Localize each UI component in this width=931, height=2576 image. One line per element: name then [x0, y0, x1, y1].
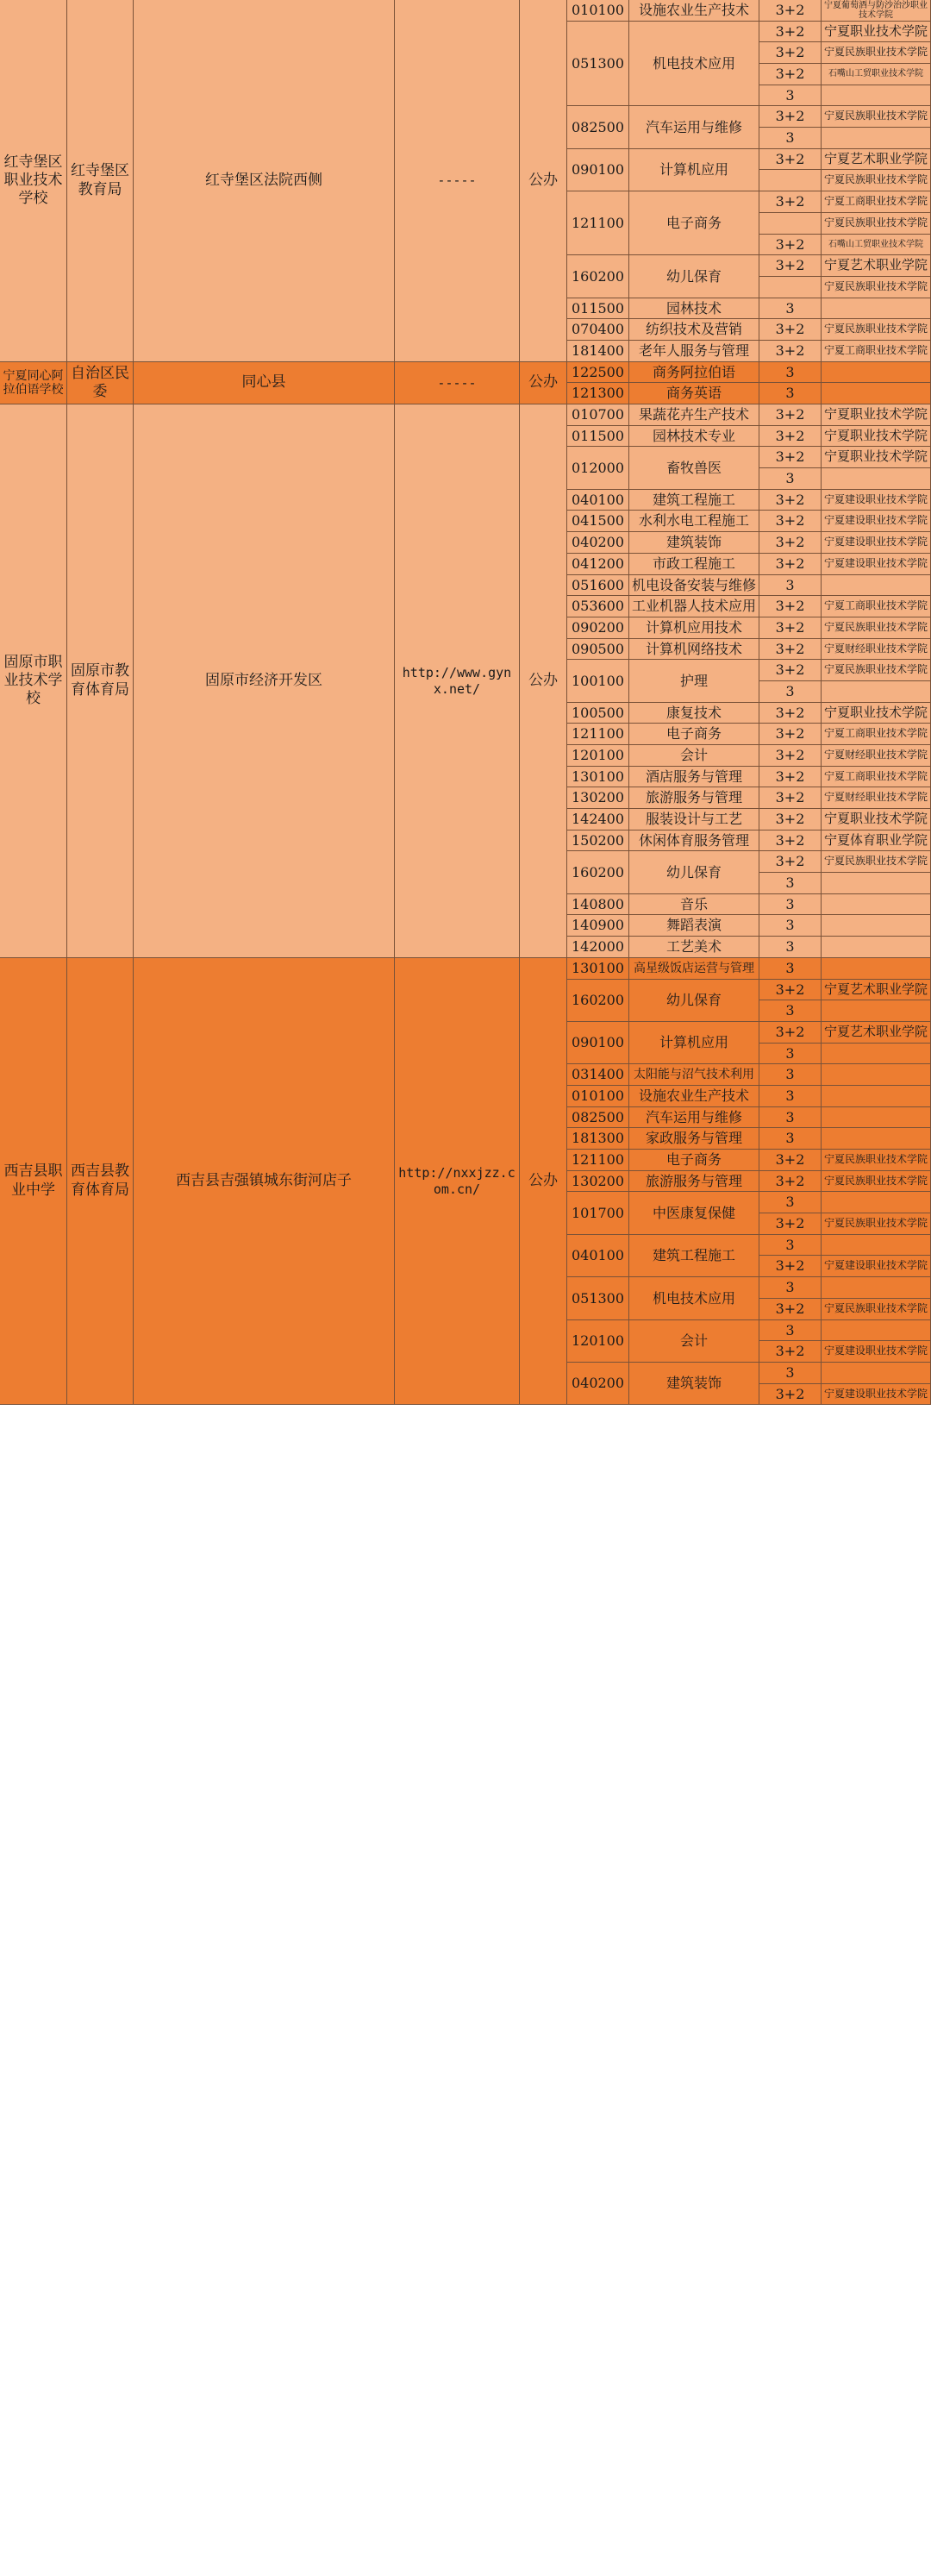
major-name: 酒店服务与管理	[629, 767, 759, 787]
major-code: 181400	[567, 341, 629, 362]
partner-college	[822, 468, 931, 490]
major-code: 160200	[567, 980, 629, 1022]
school-website: http://nxxjzz.com.cn/	[395, 958, 520, 1405]
major-name: 工业机器人技术应用	[629, 596, 759, 617]
major-name: 机电技术应用	[629, 1277, 759, 1320]
partner-college	[822, 1107, 931, 1128]
program-mode: 3	[759, 894, 822, 915]
program-mode: 3+2	[759, 341, 822, 362]
program-mode: 3+2	[759, 980, 822, 1000]
school-nature: 公办	[520, 404, 567, 958]
school-nature: 公办	[520, 958, 567, 1405]
partner-college	[822, 894, 931, 915]
partner-college: 宁夏职业技术学院	[822, 426, 931, 447]
program-mode: 3	[759, 915, 822, 937]
major-code: 140900	[567, 915, 629, 937]
major-code: 041500	[567, 511, 629, 532]
program-mode: 3	[759, 1086, 822, 1107]
major-name: 休闲体育服务管理	[629, 830, 759, 851]
major-code: 040100	[567, 1235, 629, 1277]
major-name: 电子商务	[629, 1150, 759, 1171]
program-mode: 3+2	[759, 809, 822, 830]
partner-college: 宁夏民族职业技术学院	[822, 851, 931, 873]
program-mode: 3+2	[759, 1213, 822, 1235]
major-name: 中医康复保健	[629, 1192, 759, 1235]
partner-college: 宁夏民族职业技术学院	[822, 1213, 931, 1235]
partner-college: 宁夏民族职业技术学院	[822, 42, 931, 64]
partner-college	[822, 1192, 931, 1213]
partner-college	[822, 1235, 931, 1256]
major-code: 040200	[567, 532, 629, 554]
program-mode: 3	[759, 362, 822, 383]
supervising-department: 固原市教育体育局	[67, 404, 134, 958]
partner-college	[822, 1320, 931, 1341]
program-mode: 3	[759, 1192, 822, 1213]
partner-college: 石嘴山工贸职业技术学院	[822, 64, 931, 85]
major-name: 汽车运用与维修	[629, 1107, 759, 1128]
program-mode: 3+2	[759, 1384, 822, 1405]
program-mode: 3+2	[759, 255, 822, 277]
program-mode: 3	[759, 873, 822, 894]
program-mode: 3	[759, 383, 822, 404]
partner-college	[822, 681, 931, 703]
major-name: 太阳能与沼气技术利用	[629, 1064, 759, 1086]
supervising-department: 红寺堡区教育局	[67, 0, 134, 362]
program-mode: 3	[759, 468, 822, 490]
program-mode	[759, 213, 822, 235]
major-code: 053600	[567, 596, 629, 617]
major-code: 070400	[567, 319, 629, 341]
partner-college: 宁夏建设职业技术学院	[822, 554, 931, 575]
major-name: 计算机应用	[629, 149, 759, 191]
major-name: 计算机应用技术	[629, 617, 759, 639]
major-code: 041200	[567, 554, 629, 575]
partner-college: 宁夏建设职业技术学院	[822, 532, 931, 554]
partner-college: 宁夏民族职业技术学院	[822, 319, 931, 341]
partner-college	[822, 958, 931, 980]
major-code: 121100	[567, 191, 629, 255]
program-mode: 3+2	[759, 830, 822, 851]
partner-college: 宁夏体育职业学院	[822, 830, 931, 851]
partner-college: 宁夏财经职业技术学院	[822, 787, 931, 809]
school-name: 固原市职业技术学校	[0, 404, 67, 958]
partner-college	[822, 1363, 931, 1384]
major-code: 100500	[567, 703, 629, 724]
major-name: 电子商务	[629, 191, 759, 255]
major-name: 会计	[629, 1320, 759, 1363]
partner-college	[822, 1044, 931, 1064]
major-code: 121100	[567, 1150, 629, 1171]
major-code: 101700	[567, 1192, 629, 1235]
partner-college: 宁夏职业技术学院	[822, 22, 931, 42]
major-code: 142400	[567, 809, 629, 830]
major-code: 051300	[567, 1277, 629, 1320]
major-name: 工艺美术	[629, 937, 759, 958]
partner-college: 宁夏职业技术学院	[822, 447, 931, 468]
partner-college: 石嘴山工贸职业技术学院	[822, 235, 931, 255]
major-code: 122500	[567, 362, 629, 383]
program-mode: 3	[759, 1128, 822, 1150]
partner-college	[822, 1277, 931, 1299]
partner-college	[822, 1086, 931, 1107]
major-name: 家政服务与管理	[629, 1128, 759, 1150]
program-mode: 3+2	[759, 511, 822, 532]
partner-college: 宁夏工商职业技术学院	[822, 767, 931, 787]
partner-college: 宁夏建设职业技术学院	[822, 1384, 931, 1405]
major-code: 040100	[567, 490, 629, 511]
partner-college: 宁夏工商职业技术学院	[822, 191, 931, 213]
major-code: 051600	[567, 575, 629, 596]
major-name: 园林技术	[629, 298, 759, 319]
school-address: 西吉县吉强镇城东街河店子	[134, 958, 395, 1405]
partner-college: 宁夏民族职业技术学院	[822, 170, 931, 191]
program-mode	[759, 170, 822, 191]
partner-college	[822, 128, 931, 149]
major-code: 011500	[567, 298, 629, 319]
major-code: 121300	[567, 383, 629, 404]
program-mode: 3+2	[759, 596, 822, 617]
program-mode: 3	[759, 575, 822, 596]
major-name: 高星级饭店运营与管理	[629, 958, 759, 980]
major-code: 130100	[567, 958, 629, 980]
major-name: 幼儿保育	[629, 851, 759, 894]
program-mode: 3	[759, 1064, 822, 1086]
partner-college: 宁夏葡萄酒与防沙治沙职业技术学院	[822, 0, 931, 22]
partner-college: 宁夏职业技术学院	[822, 404, 931, 426]
major-code: 040200	[567, 1363, 629, 1405]
program-mode: 3	[759, 1277, 822, 1299]
partner-college: 宁夏工商职业技术学院	[822, 341, 931, 362]
partner-college	[822, 873, 931, 894]
major-code: 140800	[567, 894, 629, 915]
partner-college: 宁夏民族职业技术学院	[822, 660, 931, 681]
program-mode: 3+2	[759, 787, 822, 809]
partner-college: 宁夏财经职业技术学院	[822, 745, 931, 767]
major-code: 150200	[567, 830, 629, 851]
partner-college: 宁夏职业技术学院	[822, 703, 931, 724]
school-name: 宁夏同心阿拉伯语学校	[0, 362, 67, 404]
partner-college	[822, 298, 931, 319]
partner-college: 宁夏建设职业技术学院	[822, 490, 931, 511]
partner-college: 宁夏艺术职业学院	[822, 255, 931, 277]
major-name: 音乐	[629, 894, 759, 915]
school-address: 红寺堡区法院西侧	[134, 0, 395, 362]
program-mode: 3+2	[759, 1150, 822, 1171]
major-code: 031400	[567, 1064, 629, 1086]
program-mode: 3	[759, 128, 822, 149]
major-code: 090100	[567, 1022, 629, 1064]
partner-college	[822, 1064, 931, 1086]
partner-college: 宁夏民族职业技术学院	[822, 106, 931, 128]
partner-college	[822, 1000, 931, 1022]
program-mode: 3+2	[759, 1341, 822, 1363]
program-mode: 3+2	[759, 745, 822, 767]
major-code: 120100	[567, 745, 629, 767]
major-code: 160200	[567, 851, 629, 894]
major-name: 幼儿保育	[629, 255, 759, 298]
major-name: 建筑工程施工	[629, 490, 759, 511]
school-address: 同心县	[134, 362, 395, 404]
program-mode: 3	[759, 298, 822, 319]
partner-college: 宁夏民族职业技术学院	[822, 277, 931, 298]
program-mode: 3+2	[759, 22, 822, 42]
program-mode: 3+2	[759, 426, 822, 447]
major-name: 会计	[629, 745, 759, 767]
partner-college: 宁夏艺术职业学院	[822, 1022, 931, 1044]
partner-college: 宁夏民族职业技术学院	[822, 1299, 931, 1320]
major-name: 计算机应用	[629, 1022, 759, 1064]
major-code: 090100	[567, 149, 629, 191]
program-mode: 3+2	[759, 532, 822, 554]
major-name: 水利水电工程施工	[629, 511, 759, 532]
major-name: 护理	[629, 660, 759, 703]
program-mode: 3+2	[759, 106, 822, 128]
partner-college: 宁夏民族职业技术学院	[822, 213, 931, 235]
program-mode: 3	[759, 85, 822, 106]
major-name: 商务英语	[629, 383, 759, 404]
program-mode: 3+2	[759, 1022, 822, 1044]
major-name: 纺织技术及营销	[629, 319, 759, 341]
school-name: 西吉县职业中学	[0, 958, 67, 1405]
program-mode: 3+2	[759, 639, 822, 660]
partner-college	[822, 1128, 931, 1150]
major-code: 012000	[567, 447, 629, 490]
program-mode: 3+2	[759, 617, 822, 639]
major-code: 010100	[567, 1086, 629, 1107]
major-code: 082500	[567, 106, 629, 149]
program-mode: 3+2	[759, 149, 822, 170]
program-mode	[759, 277, 822, 298]
partner-college	[822, 85, 931, 106]
partner-college: 宁夏艺术职业学院	[822, 980, 931, 1000]
major-name: 旅游服务与管理	[629, 1171, 759, 1192]
major-code: 120100	[567, 1320, 629, 1363]
major-name: 商务阿拉伯语	[629, 362, 759, 383]
program-mode: 3+2	[759, 404, 822, 426]
program-mode: 3	[759, 1000, 822, 1022]
program-mode: 3+2	[759, 767, 822, 787]
major-name: 幼儿保育	[629, 980, 759, 1022]
program-mode: 3	[759, 1107, 822, 1128]
program-mode: 3+2	[759, 191, 822, 213]
program-mode: 3+2	[759, 447, 822, 468]
major-name: 服装设计与工艺	[629, 809, 759, 830]
major-name: 设施农业生产技术	[629, 1086, 759, 1107]
major-name: 电子商务	[629, 724, 759, 745]
program-mode: 3+2	[759, 703, 822, 724]
program-mode: 3	[759, 681, 822, 703]
major-name: 建筑装饰	[629, 1363, 759, 1405]
major-code: 051300	[567, 22, 629, 106]
program-mode: 3	[759, 1235, 822, 1256]
program-mode: 3	[759, 958, 822, 980]
major-name: 机电技术应用	[629, 22, 759, 106]
program-mode: 3	[759, 1363, 822, 1384]
major-code: 090200	[567, 617, 629, 639]
program-mode: 3+2	[759, 554, 822, 575]
program-mode: 3+2	[759, 724, 822, 745]
partner-college	[822, 362, 931, 383]
school-nature: 公办	[520, 362, 567, 404]
program-mode: 3+2	[759, 1256, 822, 1277]
program-mode: 3+2	[759, 660, 822, 681]
partner-college: 宁夏民族职业技术学院	[822, 1171, 931, 1192]
partner-college: 宁夏工商职业技术学院	[822, 724, 931, 745]
major-code: 130200	[567, 1171, 629, 1192]
major-name: 园林技术专业	[629, 426, 759, 447]
partner-college: 宁夏建设职业技术学院	[822, 511, 931, 532]
major-code: 011500	[567, 426, 629, 447]
major-name: 设施农业生产技术	[629, 0, 759, 22]
partner-college	[822, 575, 931, 596]
major-name: 旅游服务与管理	[629, 787, 759, 809]
partner-college: 宁夏财经职业技术学院	[822, 639, 931, 660]
major-name: 汽车运用与维修	[629, 106, 759, 149]
partner-college	[822, 383, 931, 404]
program-mode: 3+2	[759, 1299, 822, 1320]
major-name: 市政工程施工	[629, 554, 759, 575]
school-name: 红寺堡区职业技术学校	[0, 0, 67, 362]
school-website: http://www.gynx.net/	[395, 404, 520, 958]
major-name: 机电设备安装与维修	[629, 575, 759, 596]
major-name: 老年人服务与管理	[629, 341, 759, 362]
partner-college: 宁夏民族职业技术学院	[822, 617, 931, 639]
partner-college: 宁夏民族职业技术学院	[822, 1150, 931, 1171]
major-code: 010100	[567, 0, 629, 22]
major-name: 畜牧兽医	[629, 447, 759, 490]
major-code: 010700	[567, 404, 629, 426]
partner-college	[822, 937, 931, 958]
major-code: 142000	[567, 937, 629, 958]
major-name: 计算机网络技术	[629, 639, 759, 660]
school-address: 固原市经济开发区	[134, 404, 395, 958]
program-mode: 3	[759, 937, 822, 958]
school-website: -----	[395, 0, 520, 362]
program-mode: 3+2	[759, 319, 822, 341]
partner-college: 宁夏艺术职业学院	[822, 149, 931, 170]
major-code: 121100	[567, 724, 629, 745]
program-mode: 3	[759, 1320, 822, 1341]
partner-college: 宁夏建设职业技术学院	[822, 1341, 931, 1363]
major-code: 181300	[567, 1128, 629, 1150]
major-code: 090500	[567, 639, 629, 660]
major-name: 建筑装饰	[629, 532, 759, 554]
supervising-department: 西吉县教育体育局	[67, 958, 134, 1405]
program-mode: 3+2	[759, 851, 822, 873]
supervising-department: 自治区民委	[67, 362, 134, 404]
major-name: 果蔬花卉生产技术	[629, 404, 759, 426]
major-name: 建筑工程施工	[629, 1235, 759, 1277]
school-website: -----	[395, 362, 520, 404]
partner-college: 宁夏职业技术学院	[822, 809, 931, 830]
partner-college	[822, 915, 931, 937]
partner-college: 宁夏工商职业技术学院	[822, 596, 931, 617]
program-mode: 3+2	[759, 0, 822, 22]
major-name: 康复技术	[629, 703, 759, 724]
school-nature: 公办	[520, 0, 567, 362]
program-mode: 3+2	[759, 490, 822, 511]
major-code: 130200	[567, 787, 629, 809]
program-mode: 3+2	[759, 1171, 822, 1192]
major-code: 130100	[567, 767, 629, 787]
major-code: 082500	[567, 1107, 629, 1128]
partner-college: 宁夏建设职业技术学院	[822, 1256, 931, 1277]
major-code: 100100	[567, 660, 629, 703]
program-mode: 3+2	[759, 64, 822, 85]
program-mode: 3+2	[759, 42, 822, 64]
major-code: 160200	[567, 255, 629, 298]
major-name: 舞蹈表演	[629, 915, 759, 937]
program-mode: 3	[759, 1044, 822, 1064]
program-mode: 3+2	[759, 235, 822, 255]
